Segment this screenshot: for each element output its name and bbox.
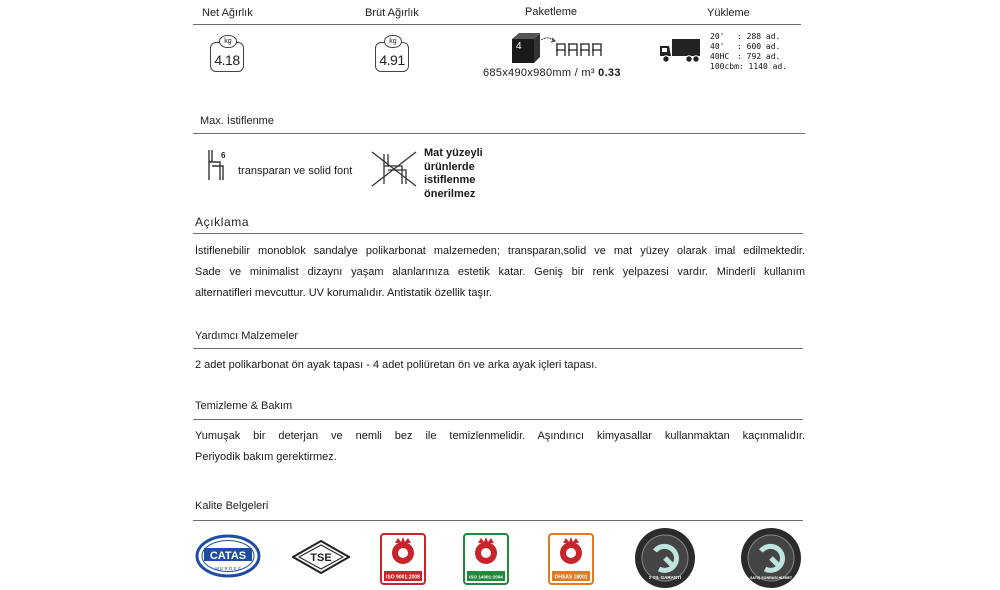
stacking-warning: Mat yüzeyli ürünlerde istiflenme önerilmez [424,147,483,200]
catas-logo-icon [195,534,261,578]
svg-text:2 YIL GARANTİ: 2 YIL GARANTİ [648,575,682,580]
svg-text:SATIŞ SONRASI HİZMET: SATIŞ SONRASI HİZMET [749,576,793,580]
kg-icon: kg [384,35,402,48]
care-title: Temizleme & Bakım [195,400,293,412]
description-text: İstiflenebilir monoblok sandalye polikarbonat malzemeden; transparan,solid ve mat yüzey olarak imal edilmektedir. Sade ve minimalist dizaynı yaşam alanlarınıza estetik katar. Geniş bir renk yelpazesi vardır. Minderli kullanım alternatifleri mevcuttur. UV korumalıdır. Antistatik özellik taşır. [195,245,805,299]
stacking-title: Max. İstiflenme [200,115,274,127]
truck-icon [658,38,702,64]
net-weight-value: 4.18 [214,52,240,68]
no-stacking-icon [370,150,418,188]
kg-icon: kg [219,35,237,48]
warranty-seal-icon [634,527,696,589]
package-dimensions: 685x490x980mm / m³ 0.33 [483,67,621,79]
stacking-count: 6 [221,151,226,160]
package-count: 4 [516,41,522,52]
gross-weight-label: Brüt Ağırlık [365,7,419,19]
tse-logo-icon [292,540,350,574]
net-weight-badge [210,38,244,72]
svg-text:M E R D E S: M E R D E S [215,566,241,571]
loading-table: 20' : 288 ad. 40' : 600 ad. 40HC : 792 ad. 100cbm: 1140 ad. [710,32,788,71]
svg-text:OHSAS 18001: OHSAS 18001 [554,574,588,581]
gross-weight-badge [375,38,409,72]
description-title: Açıklama [195,215,250,229]
svg-text:ISO 14001:2004: ISO 14001:2004 [469,574,503,580]
iso14001-logo-icon [463,533,509,585]
after-sales-seal-icon [740,527,802,589]
accessories-title: Yardımcı Malzemeler [195,330,299,342]
loading-label: Yükleme [707,7,750,19]
certificates-divider [193,520,803,521]
svg-text:ISO 9001:2008: ISO 9001:2008 [386,574,420,581]
certificates-title: Kalite Belgeleri [195,500,269,512]
svg-text:CATAS: CATAS [209,550,247,562]
accessories-text: 2 adet polikarbonat ön ayak tapası - 4 adet poliüretan ön ve arka ayak içleri tapası. [195,359,598,371]
box-icon [508,32,608,64]
description-divider [193,233,803,234]
stacking-divider [193,133,805,134]
ohsas-logo-icon [548,533,594,585]
net-weight-label: Net Ağırlık [202,7,253,19]
care-divider [193,419,803,420]
packaging-label: Paketleme [525,6,577,18]
svg-text:TSE: TSE [310,552,332,564]
chairs-icon [556,44,601,56]
header-divider [193,24,801,25]
accessories-divider [193,348,803,349]
stacking-note: transparan ve solid font [238,165,353,177]
care-text: Yumuşak bir deterjan ve nemli bez ile temizlenmelidir. Aşındırıcı kimyasallar kullanmaktan kaçınmalıdır. Periyodik bakım gerektirmez. [195,430,805,463]
iso9001-logo-icon [380,533,426,585]
gross-weight-value: 4.91 [379,52,405,68]
